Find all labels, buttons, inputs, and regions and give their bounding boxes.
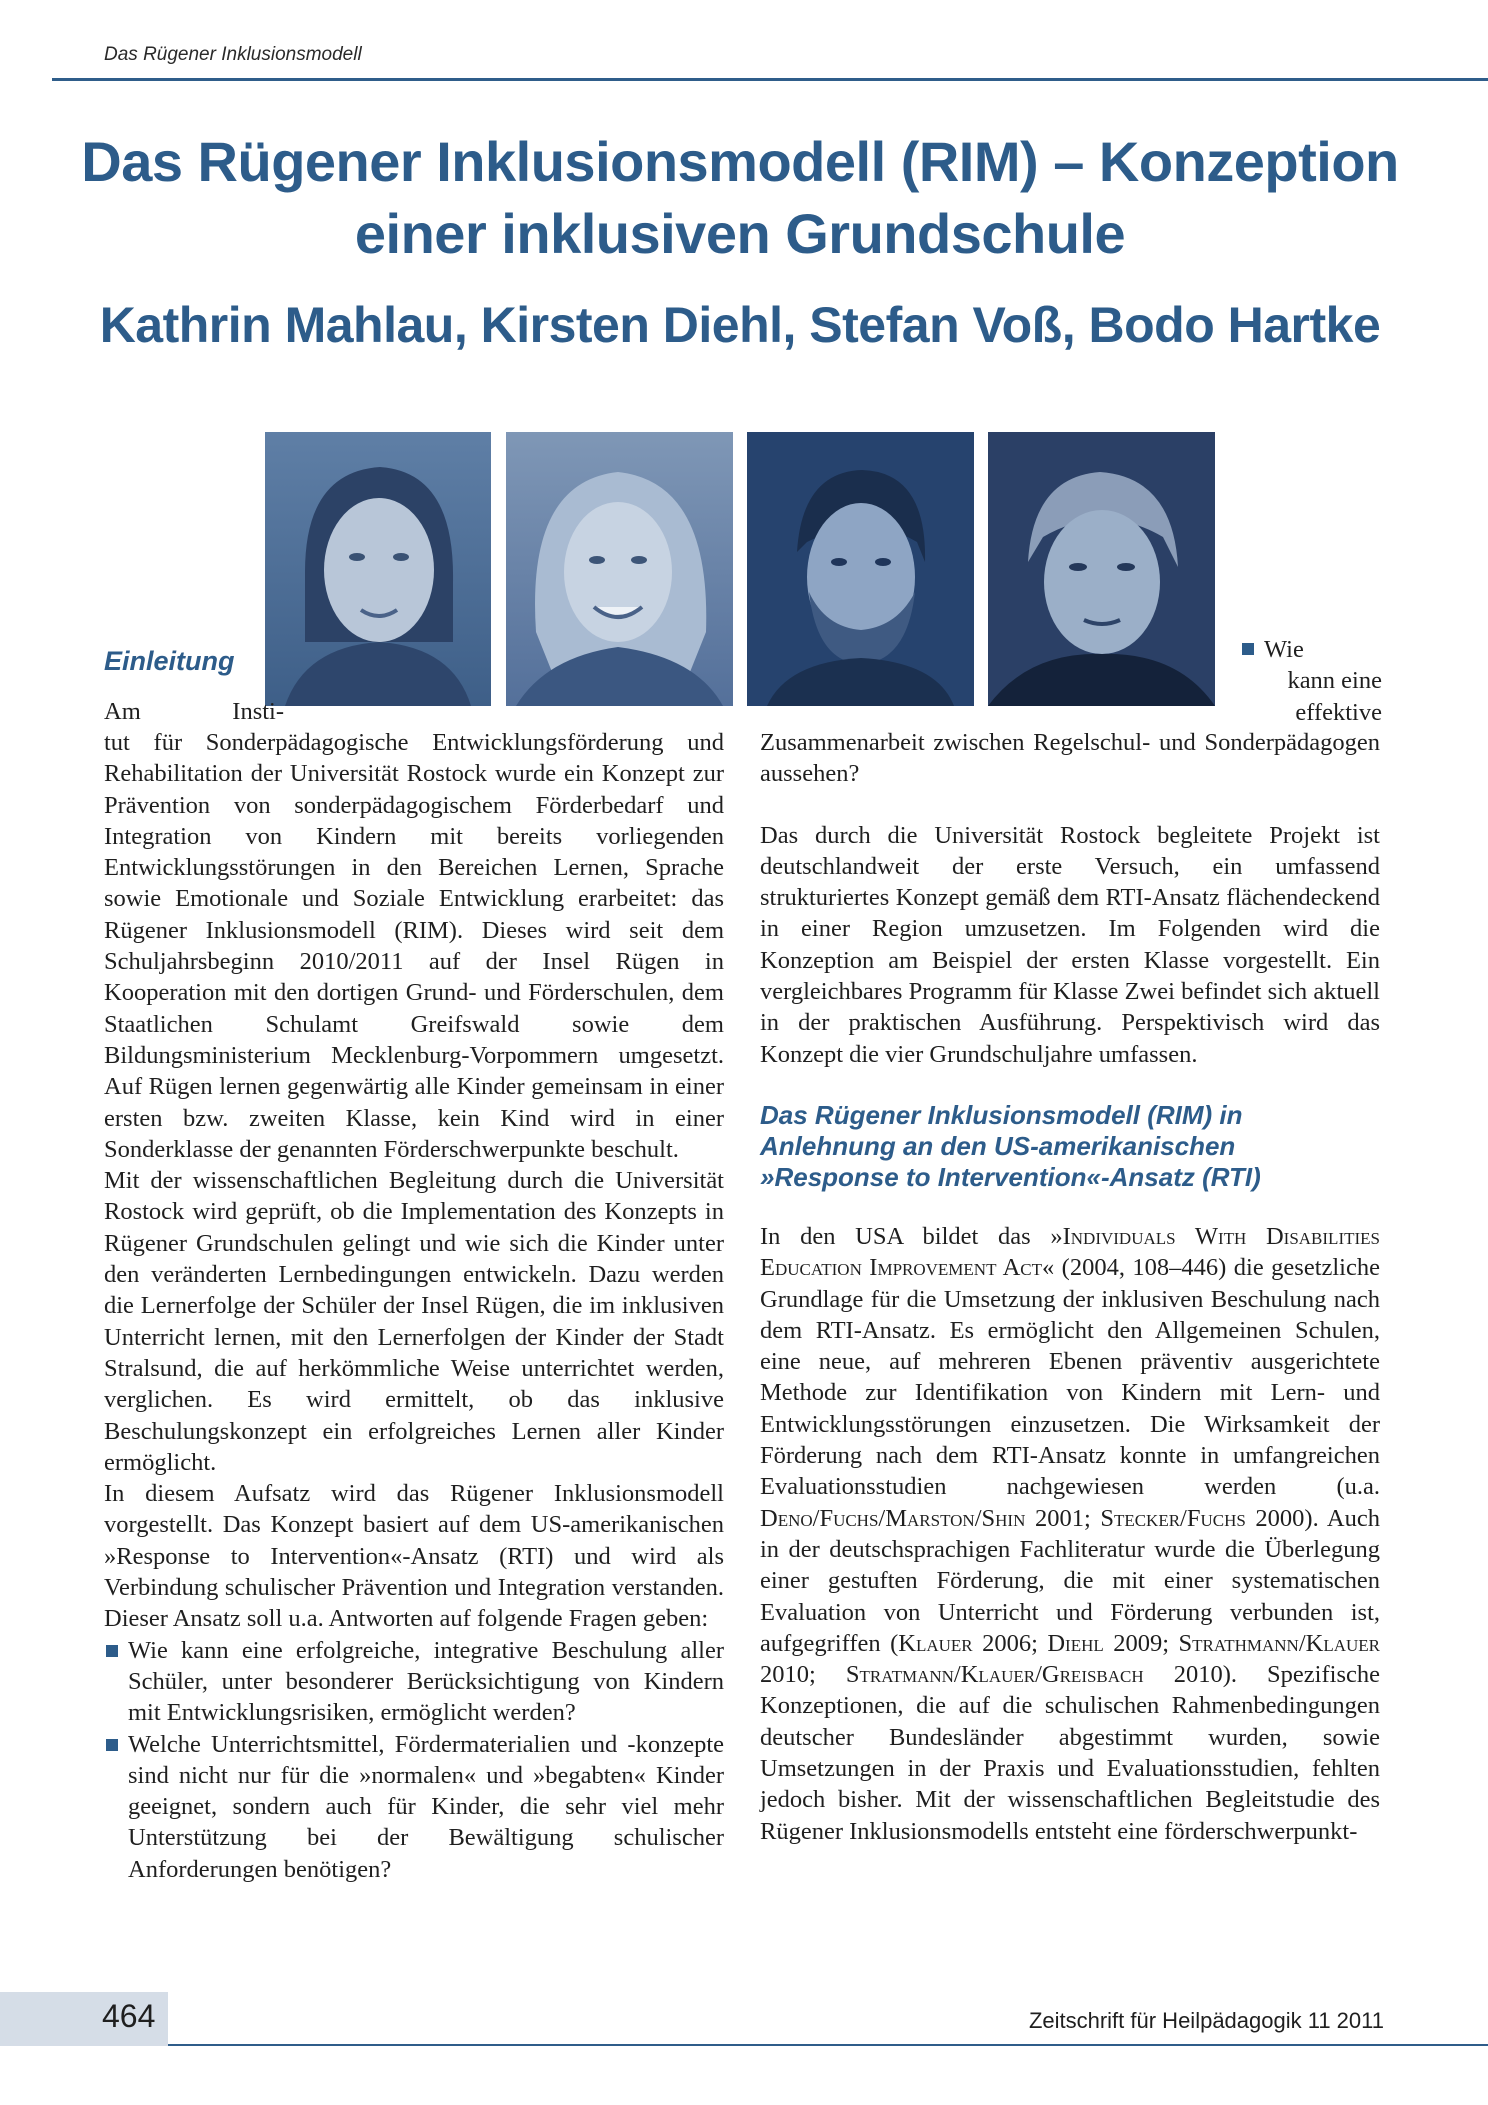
- section-heading-rim-rti: Das Rügener Inklusionsmodell (RIM) in Anlehnung an den US-amerikanischen »Response to Intervention«-Ansatz (RTI): [760, 1099, 1261, 1192]
- footer-rule: [168, 2044, 1488, 2046]
- question-item-2: Welche Unterrichtsmittel, Fördermaterialien und -konzepte sind nicht nur für die »normalen« und »begabten« Kinder geeignet, sondern auch für Kinder, die sehr viel mehr Unterstützung bei der Bewältigung schulischer Anforderungen benötigen?: [104, 1729, 724, 1885]
- collaboration-question: Zusammenarbeit zwischen Regelschul- und Sonderpädagogen aussehen?: [760, 729, 1380, 788]
- article-authors: Kathrin Mahlau, Kirsten Diehl, Stefan Voß, Bodo Hartke: [99, 297, 1381, 353]
- author-photo-3: [747, 432, 974, 706]
- intro-paragraph: tut für Sonderpädagogische Entwicklungsförderung und Rehabilitation der Universität Rostock wurde ein Konzept zur Prävention von sonderpädagogischem Förderbedarf und Integration von Kindern mit bereits vorliegenden Entwicklungsstörungen in den Bereichen Lernen, Sprache sowie Emotionale und Soziale Entwicklung erarbeitet: das Rügener Inklusionsmodell (RIM). Dieses wird seit dem Schuljahrsbeginn 2010/2011 auf der Insel Rügen in Kooperation mit den dortigen Grund- und Förderschulen, dem Staatlichen Schulamt Greifswald sowie dem Bildungsministerium Mecklenburg-Vorpommern umgesetzt. Auf Rügen lernen gegenwärtig alle Kinder gemeinsam in einer ersten bzw. zweiten Klasse, kein Kind wird in einer Sonderklasse der genannten Förderschwerpunkte beschult.: [104, 729, 724, 1163]
- right-column-body: [760, 727, 1380, 1847]
- portrait-man-older-icon: [988, 432, 1215, 706]
- aims-paragraph: In diesem Aufsatz wird das Rügener Inklusionsmodell vorgestellt. Das Konzept basiert auf dem US-amerikanischen »Response to Intervention«-Ansatz (RTI) und wird als Verbindung schulischer Prävention und Integration verstanden. Dieser Ansatz soll u.a. Antworten auf folgende Fragen geben:: [104, 1480, 724, 1633]
- question-list: [104, 1635, 724, 1885]
- journal-name: Zeitschrift für Heilpädagogik 11 2011: [1028, 2008, 1384, 2033]
- header-rule: [52, 78, 1488, 81]
- portrait-man-bearded-icon: [747, 432, 974, 706]
- evaluation-paragraph: Mit der wissenschaftlichen Begleitung durch die Universität Rostock wird geprüft, ob die Implementation des Konzepts in Rügener Grundschulen gelingt und wie sich die Kinder unter den veränderten Lernbedingungen entwickeln. Dazu werden die Lernerfolge der Schüler der Insel Rügen, die im inklusiven Unterricht lernen, mit den Lernerfolgen der Kinder der Stadt Stralsund, die auf herkömmliche Weise unterrichtet werden, verglichen. Es wird ermittelt, ob das inklusive Beschulungskonzept ein erfolgreiches Lernen aller Kinder ermöglicht.: [104, 1167, 724, 1476]
- article-title: Das Rügener Inklusionsmodell (RIM) – Konzeption einer inklusiven Grundschule: [81, 130, 1399, 265]
- author-photo-2: [506, 432, 733, 706]
- section-heading-einleitung: Einleitung: [104, 646, 235, 676]
- bullet-square-icon: [1242, 643, 1254, 655]
- intro-wrap-top: Am Insti-: [104, 698, 284, 725]
- author-photo-1: [265, 432, 491, 706]
- bullet-wrap-top: Wie kann eine effektive: [1242, 634, 1382, 728]
- page-number: 464: [102, 1998, 156, 2034]
- rti-paragraph: In den USA bildet das »Individuals With Disabilities Education Improvement Act« (2004, 108–446) die gesetzliche Grundlage für die Umsetzung der inklusiven Beschulung nach dem RTI-Ansatz. Es ermöglicht den Allgemeinen Schulen, eine neue, auf mehreren Ebenen präventiv ausgerichtete Methode zur Identifikation von Kindern mit Lern- und Entwicklungsstörungen einzusetzen. Die Wirksamkeit der Förderung nach dem RTI-Ansatz konnte in umfangreichen Evaluationsstudien nachgewiesen werden (u.a. Deno/Fuchs/Marston/Shin 2001; Stecker/Fuchs 2000). Auch in der deutschsprachigen Fachliteratur wurde die Überlegung einer gestuften Förderung, die mit einer systematischen Evaluation von Unterricht und Förderung verbunden ist, aufgegriffen (Klauer 2006; Diehl 2009; Strathmann/Klauer 2010; Stratmann/Klauer/Greisbach 2010). Spezifische Konzeptionen, die auf die schulischen Rahmenbedingungen deutscher Bundesländer abgestimmt wurden, sowie Umsetzungen in der Praxis und Evaluationsstudien, fehlten jedoch bisher. Mit der wissenschaftlichen Begleitstudie des Rügener Inklusionsmodells entsteht eine förderschwerpunkt-: [760, 1222, 1380, 1845]
- running-head: Das Rügener Inklusionsmodell: [104, 44, 362, 65]
- portrait-woman-short-hair-icon: [265, 432, 491, 706]
- author-photo-4: [988, 432, 1215, 706]
- question-item-1: Wie kann eine erfolgreiche, integrative Beschulung aller Schüler, unter besonderer Berücksichtigung von Kindern mit Entwicklungsrisiken, ermöglicht werden?: [104, 1635, 724, 1729]
- left-column-body: [104, 727, 724, 1885]
- portrait-woman-blonde-icon: [506, 432, 733, 706]
- project-paragraph: Das durch die Universität Rostock begleitete Projekt ist deutschlandweit der erste Versuch, ein umfassend strukturiertes Konzept gemäß dem RTI-Ansatz flächendeckend in einer Region umzusetzen. Im Folgenden wird die Konzeption am Beispiel der ersten Klasse vorgestellt. Ein vergleichbares Programm für Klasse Zwei befindet sich aktuell in der praktischen Ausführung. Perspektivisch wird das Konzept die vier Grundschuljahre umfassen.: [760, 821, 1380, 1068]
